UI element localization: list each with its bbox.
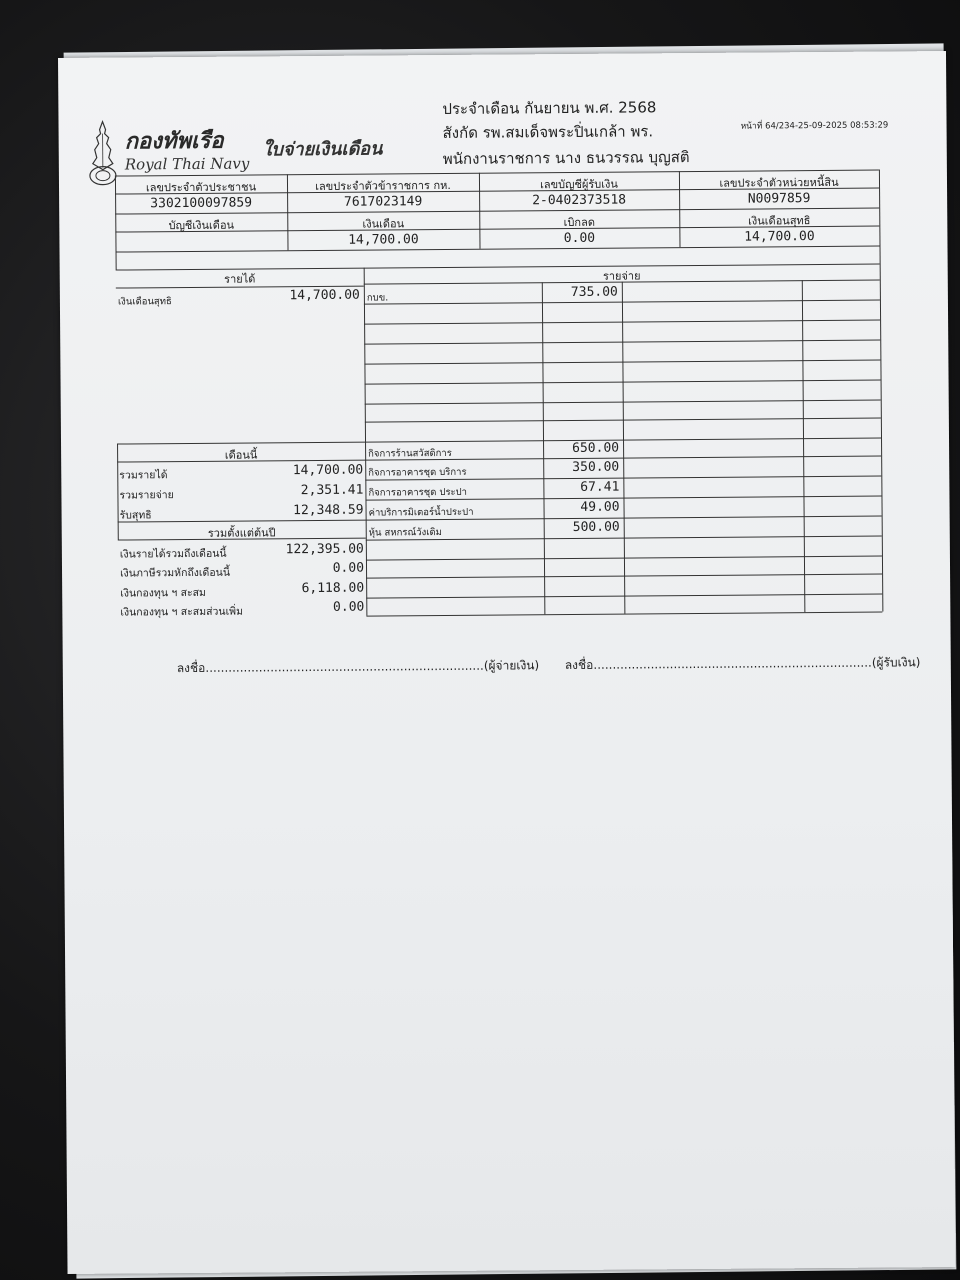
expense-item-label: ค่าบริการมิเตอร์น้ำประปา: [368, 506, 474, 519]
ytd-value: 0.00: [332, 560, 365, 576]
label-debt-unit-id: เลขประจำตัวหน่วยหนี้สิน: [719, 175, 839, 190]
this-month-label: รวมรายจ่าย: [119, 489, 174, 502]
income-title: รายได้: [224, 272, 256, 286]
label-deduction: เบิกลด: [563, 215, 595, 230]
expense-item-label: กบข.: [366, 292, 389, 304]
ytd-value: 0.00: [332, 599, 365, 615]
salary-value: 14,700.00: [348, 232, 419, 248]
expense-item-label: กิจการอาคารชุด บริการ: [368, 466, 467, 479]
expense-item-value: 500.00: [572, 519, 620, 535]
ytd-value: 6,118.00: [301, 580, 365, 597]
this-month-value: 14,700.00: [292, 462, 364, 479]
income-item-value: 14,700.00: [289, 287, 360, 304]
bank-account-value: 2-0402373518: [532, 192, 627, 209]
label-citizen-id: เลขประจำตัวประชาชน: [145, 180, 257, 195]
page-reference: หน้าที่ 64/234-25-09-2025 08:53:29: [740, 120, 889, 132]
document-title: ใบจ่ายเงินเดือน: [262, 138, 383, 161]
label-bank-account: เลขบัญชีผู้รับเงิน: [540, 177, 618, 192]
expense-item-value: 735.00: [570, 284, 618, 300]
ytd-value: 122,395.00: [285, 541, 364, 558]
ytd-label: เงินภาษีรวมหักถึงเดือนนี้: [120, 566, 231, 580]
this-month-label: รวมรายได้: [119, 469, 168, 482]
ytd-label: เงินกองทุน ฯ สะสมส่วนเพิ่ม: [120, 605, 244, 619]
employee-name: พนักงานราชการ นาง ธนวรรณ บุญสติ: [442, 148, 690, 168]
expense-item-value: 650.00: [572, 440, 620, 456]
deduction-value: 0.00: [563, 230, 596, 247]
officer-id-value: 7617023149: [343, 194, 423, 210]
debt-unit-id-value: N0097859: [747, 191, 811, 207]
ytd-label: เงินกองทุน ฯ สะสม: [120, 586, 206, 600]
this-month-title: เดือนนี้: [224, 448, 258, 462]
expense-title: รายจ่าย: [602, 269, 641, 283]
payslip-document: [58, 51, 956, 1274]
label-salary-account: บัญชีเงินเดือน: [168, 218, 235, 233]
unit-affiliation: สังกัด รพ.สมเด็จพระปิ่นเกล้า พร.: [442, 122, 654, 142]
expense-item-label: หุ้น สหกรณ์วังเดิม: [368, 526, 442, 539]
payer-signature-line: ลงชื่อ.........................................................................(ผู้จ่ายเงิน): [176, 658, 540, 676]
label-officer-id: เลขประจำตัวข้าราชการ กห.: [315, 178, 451, 193]
ytd-title: รวมตั้งแต่ต้นปี: [207, 526, 276, 540]
income-item-label: เงินเดือนสุทธิ: [117, 296, 172, 308]
ytd-label: เงินรายได้รวมถึงเดือนนี้: [119, 547, 227, 561]
org-name-thai: กองทัพเรือ: [124, 128, 224, 155]
expense-item-value: 350.00: [572, 459, 620, 475]
this-month-label: รับสุทธิ: [119, 509, 152, 522]
expense-item-value: 49.00: [580, 499, 620, 515]
citizen-id-value: 3302100097859: [150, 195, 253, 212]
expense-item-label: กิจการร้านสวัสดิการ: [368, 447, 452, 460]
label-salary: เงินเดือน: [362, 217, 405, 231]
label-net-salary: เงินเดือนสุทธิ: [748, 214, 811, 228]
this-month-value: 12,348.59: [293, 502, 364, 519]
receiver-signature-line: ลงชื่อ.........................................................................(ผู้รับเงิน): [564, 655, 921, 673]
expense-item-value: 67.41: [580, 479, 620, 495]
org-name-english: Royal Thai Navy: [124, 154, 250, 174]
expense-item-label: กิจการอาคารชุด ประปา: [368, 486, 468, 499]
this-month-value: 2,351.41: [300, 482, 364, 499]
net-salary-value: 14,700.00: [744, 229, 815, 245]
pay-period: ประจำเดือน กันยายน พ.ศ. 2568: [442, 98, 657, 118]
